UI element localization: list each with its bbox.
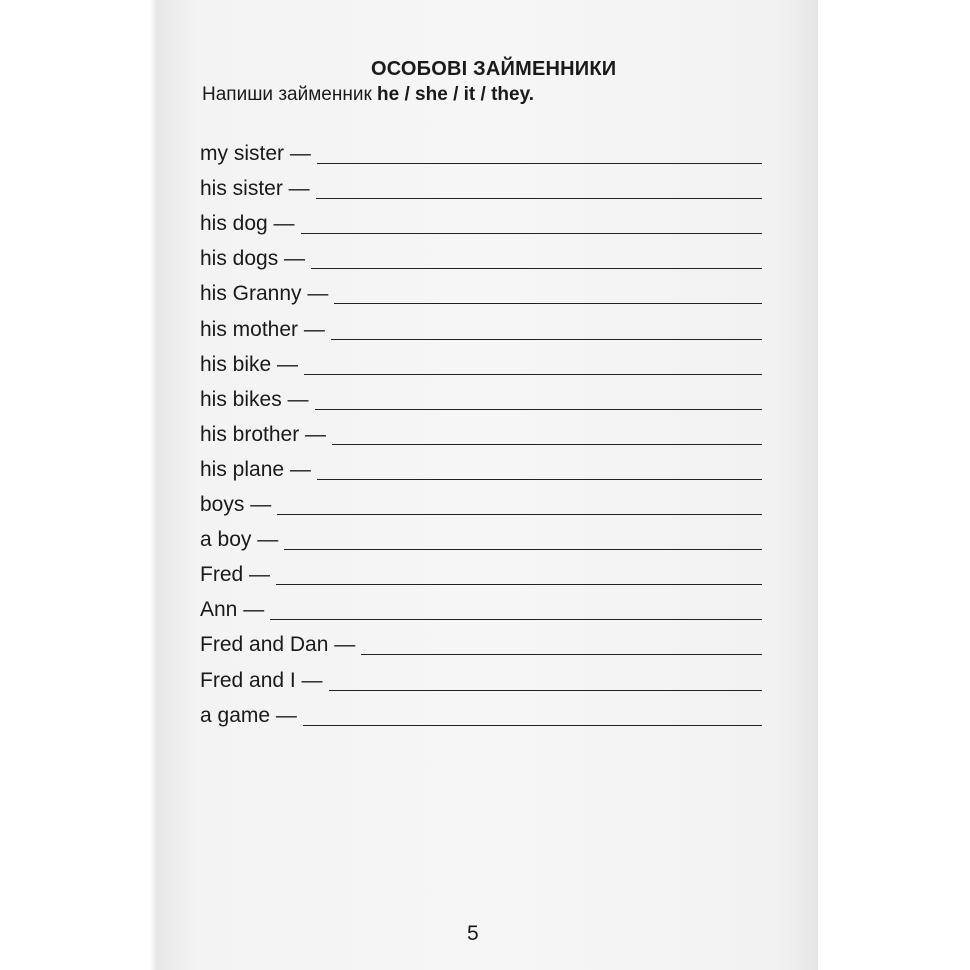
exercise-row [200, 660, 762, 695]
page-number: 5 [467, 922, 479, 945]
exercise-row [200, 625, 762, 660]
exercise-row [200, 450, 762, 485]
noun-label: his plane — [200, 457, 311, 481]
pronoun-answer-field[interactable] [317, 459, 762, 480]
pronoun-answer-field[interactable] [284, 529, 762, 550]
exercise-list [200, 134, 762, 731]
pronoun-answer-field[interactable] [361, 634, 762, 655]
pronoun-answer-field[interactable] [301, 213, 762, 234]
pronoun-answer-field[interactable] [277, 494, 762, 515]
exercise-row [200, 309, 762, 344]
exercise-row [200, 485, 762, 520]
pronoun-answer-field[interactable] [270, 599, 762, 620]
noun-label: Ann — [200, 598, 265, 622]
exercise-row [200, 274, 762, 309]
noun-label: Fred — [200, 563, 271, 587]
noun-label: his brother — [200, 422, 327, 446]
instruction-pronouns: he / she / it / they. [377, 84, 535, 105]
pronoun-answer-field[interactable] [311, 248, 762, 269]
exercise-row [200, 590, 762, 625]
noun-label: his dogs — [200, 247, 306, 271]
exercise-row [200, 204, 762, 239]
exercise-row [200, 134, 762, 169]
noun-label: his dog — [200, 212, 295, 236]
noun-label: a boy — [200, 528, 279, 552]
pronoun-answer-field[interactable] [332, 424, 762, 445]
noun-label: Fred and I — [200, 668, 323, 692]
pronoun-answer-field[interactable] [276, 564, 762, 585]
exercise-instruction [202, 84, 534, 106]
noun-label: his Granny — [200, 282, 329, 306]
noun-label: his bike — [200, 352, 299, 376]
pronoun-answer-field[interactable] [317, 143, 762, 164]
pronoun-answer-field[interactable] [334, 283, 762, 304]
pronoun-answer-field[interactable] [329, 670, 762, 691]
noun-label: his mother — [200, 317, 325, 341]
instruction-text: Напиши займенник [202, 84, 378, 105]
exercise-row [200, 555, 762, 590]
noun-label: a game — [200, 703, 297, 727]
pronoun-answer-field[interactable] [303, 705, 762, 726]
exercise-row [200, 520, 762, 555]
exercise-row [200, 380, 762, 415]
exercise-row [200, 169, 762, 204]
pronoun-answer-field[interactable] [316, 178, 762, 199]
exercise-row [200, 415, 762, 450]
pronoun-answer-field[interactable] [304, 354, 762, 375]
noun-label: his bikes — [200, 387, 309, 411]
exercise-row [200, 239, 762, 274]
noun-label: boys — [200, 493, 272, 517]
exercise-row [200, 696, 762, 731]
noun-label: my sister — [200, 142, 311, 166]
exercise-row [200, 345, 762, 380]
pronoun-answer-field[interactable] [315, 389, 762, 410]
noun-label: Fred and Dan — [200, 633, 356, 657]
pronoun-answer-field[interactable] [331, 319, 762, 340]
page-title: ОСОБОВІ ЗАЙМЕННИКИ [371, 58, 617, 80]
noun-label: his sister — [200, 177, 310, 201]
